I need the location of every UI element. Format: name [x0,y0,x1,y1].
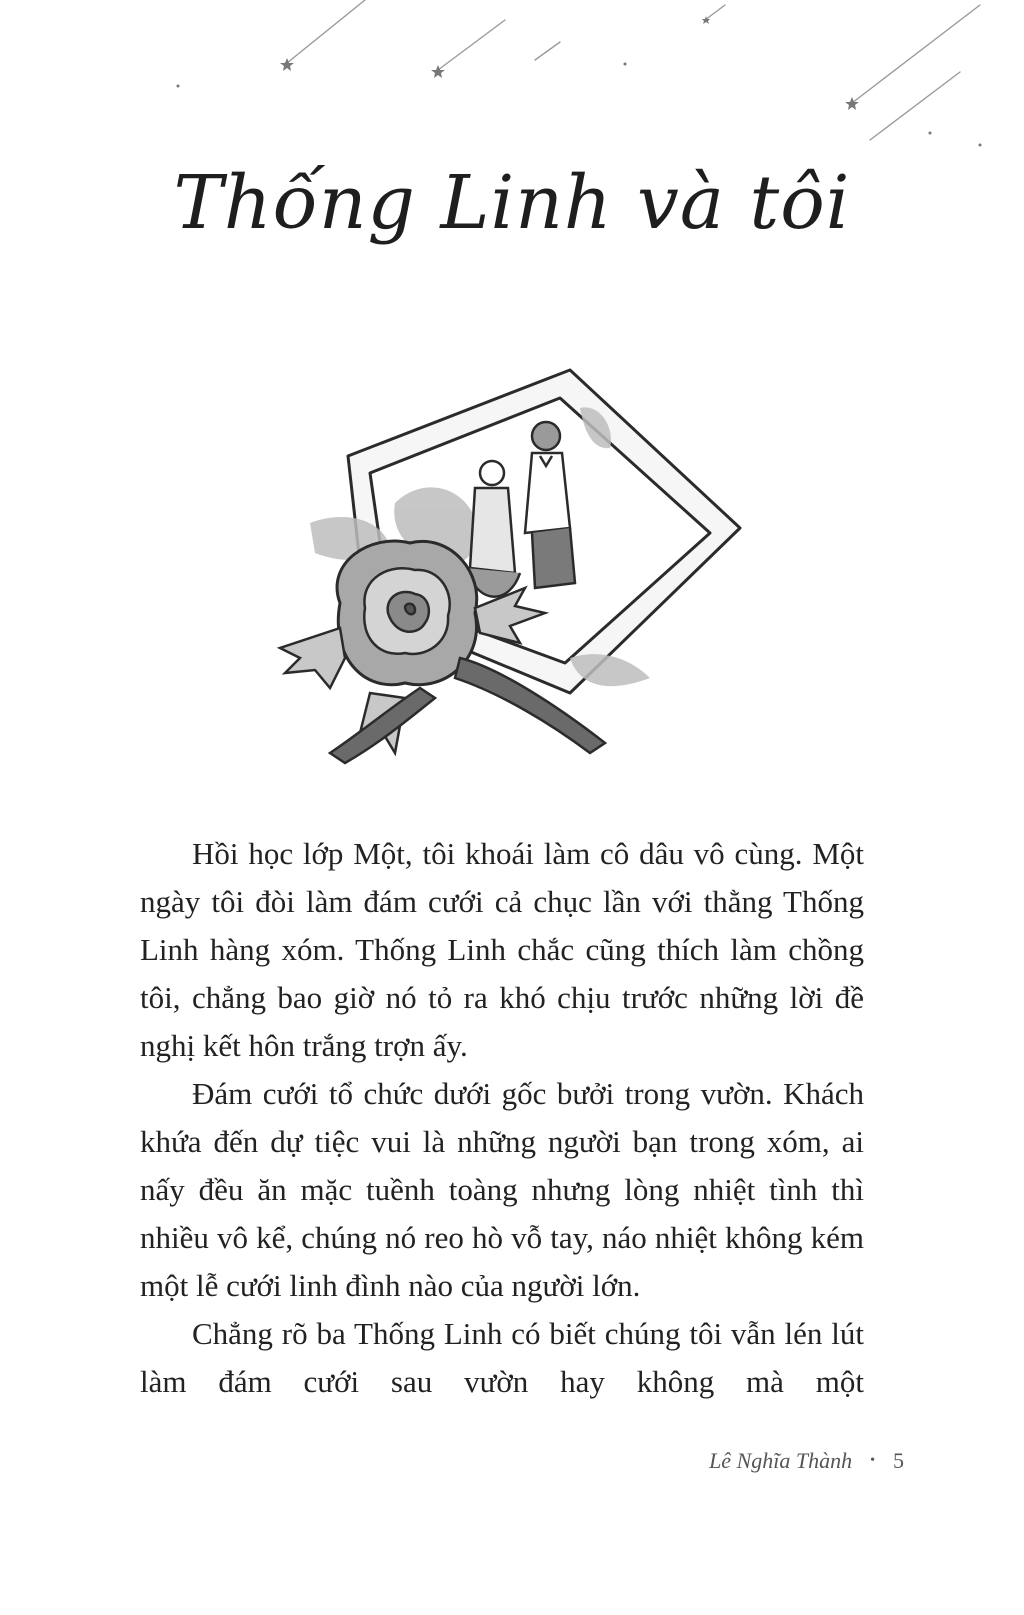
chapter-title: Thống Linh và tôi [173,160,851,246]
wedding-photo-and-rose-icon [270,358,750,778]
paragraph: Đám cưới tổ chức dưới gốc bưởi trong vườn. Khách khứa đến dự tiệc vui là những người bạn trong xóm, ai nấy đều ăn mặc tuềnh toàng nhưng lòng nhiệt tình thì nhiều vô kể, chúng nó reo hò vỗ tay, náo nhiệt không kém một lễ cưới linh đình nào của người lớn. [140,1076,864,1303]
page-number: 5 [893,1448,904,1473]
shooting-stars-decoration [0,0,1024,160]
footer-separator: • [870,1453,875,1468]
page-footer [709,1448,904,1474]
running-author: Lê Nghĩa Thành [709,1448,853,1473]
paragraph: Hồi học lớp Một, tôi khoái làm cô dâu vô cùng. Một ngày tôi đòi làm đám cưới cả chục lần với thằng Thống Linh hàng xóm. Thống Linh chắc cũng thích làm chồng tôi, chẳng bao giờ nó tỏ ra khó chịu trước những lời đề nghị kết hôn trắng trợn ấy. [140,836,864,1063]
paragraph: Chẳng rõ ba Thống Linh có biết chúng tôi vẫn lén lút làm đám cưới sau vườn hay không mà một [140,1316,864,1399]
body-text [140,830,864,1406]
